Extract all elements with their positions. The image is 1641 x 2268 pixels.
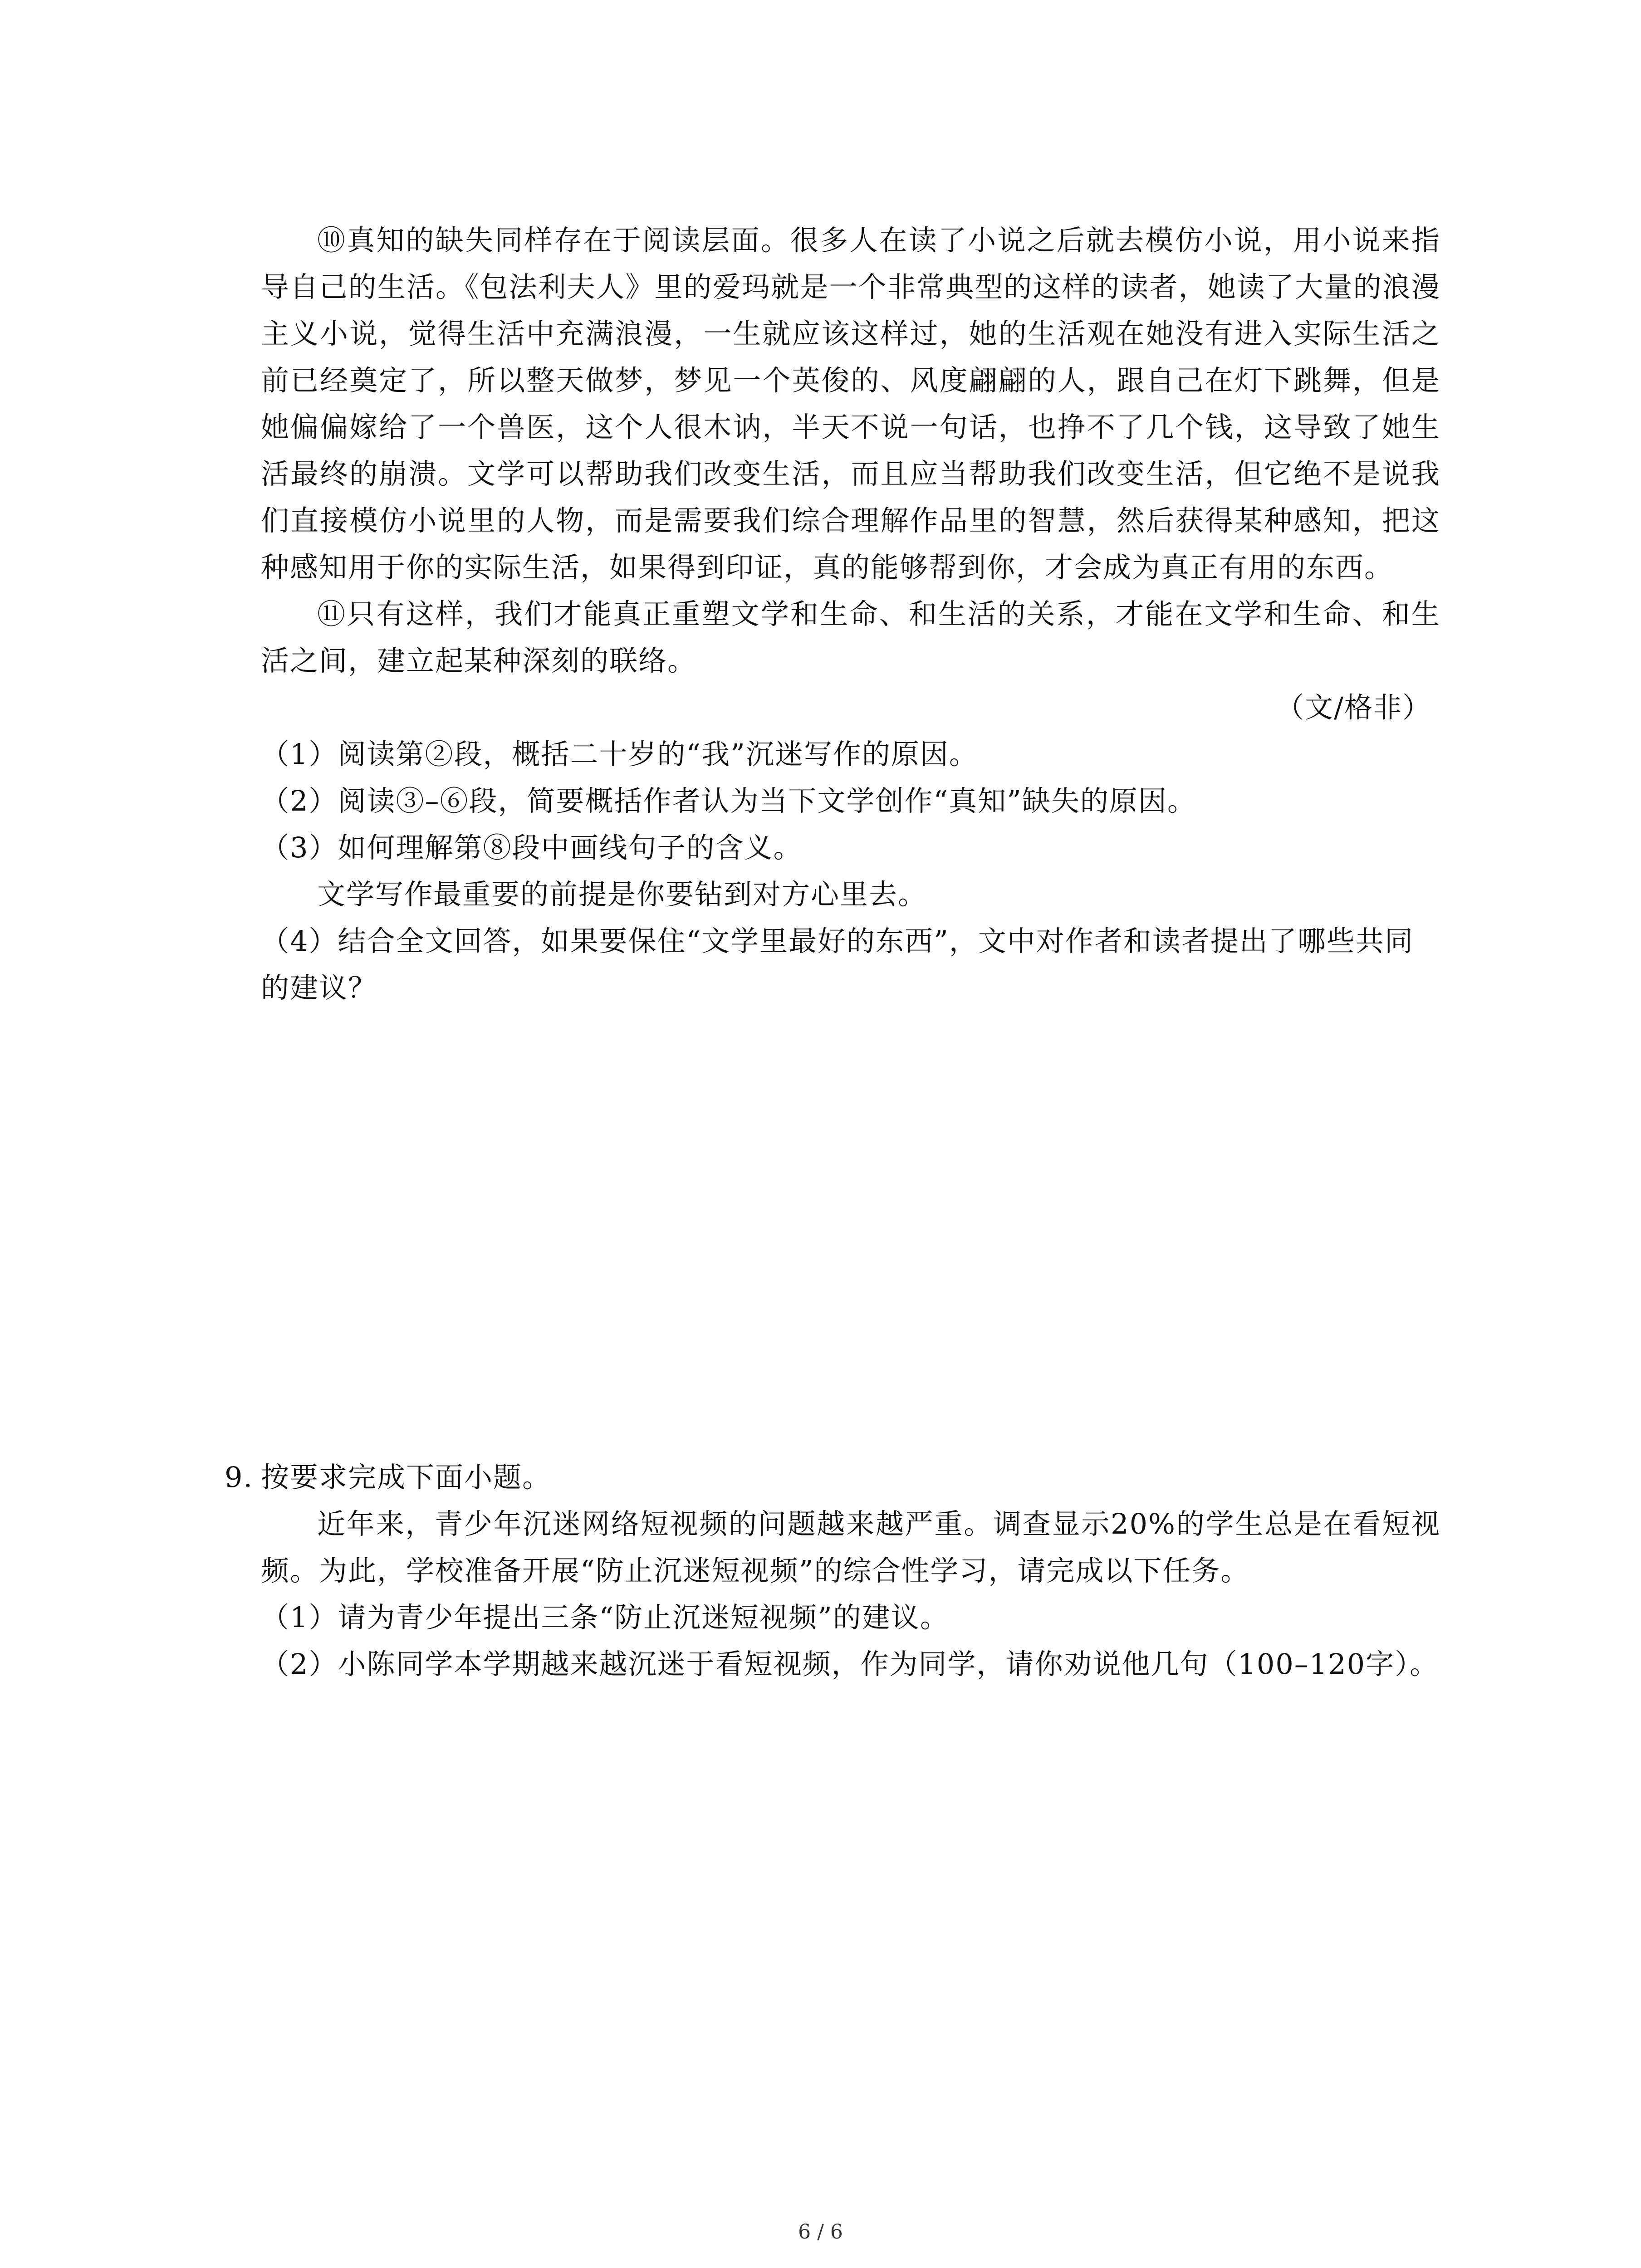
- question-9-number: 9.: [225, 1461, 254, 1494]
- question-3: （3）如何理解第⑧段中画线句子的含义。: [261, 831, 803, 864]
- question-3-quoted-sentence: 文学写作最重要的前提是你要钻到对方心里去。: [317, 878, 927, 911]
- question-4: （4）结合全文回答，如果要保住“文学里最好的东西”，文中对作者和读者提出了哪些共同的建议？: [261, 924, 1414, 1004]
- passage-paragraph-10: ⑩真知的缺失同样存在于阅读层面。很多人在读了小说之后就去模仿小说，用小说来指导自己的生活。《包法利夫人》里的爱玛就是一个非常典型的这样的读者，她读了大量的浪漫主义小说，觉得生活中充满浪漫，一生就应该这样过，她的生活观在她没有进入实际生活之前已经奠定了，所以整天做梦，梦见一个英俊的、风度翩翩的人，跟自己在灯下跳舞，但是她偏偏嫁给了一个兽医，这个人很木讷，半天不说一句话，也挣不了几个钱，这导致了她生活最终的崩溃。文学可以帮助我们改变生活，而且应当帮助我们改变生活，但它绝不是说我们直接模仿小说里的人物，而是需要我们综合理解作品里的智慧，然后获得某种感知，把这种感知用于你的实际生活，如果得到印证，真的能够帮到你，才会成为真正有用的东西。: [261, 224, 1440, 584]
- question-9-intro: 近年来，青少年沉迷网络短视频的问题越来越严重。调查显示20%的学生总是在看短视频。为此，学校准备开展“防止沉迷短视频”的综合性学习，请完成以下任务。: [261, 1507, 1440, 1587]
- question-9-title: 按要求完成下面小题。: [261, 1461, 552, 1494]
- passage-paragraph-11: ⑪只有这样，我们才能真正重塑文学和生命、和生活的关系，才能在文学和生命、和生活之间，建立起某种深刻的联络。: [261, 597, 1440, 677]
- passage-attribution: （文/格非）: [1276, 691, 1431, 724]
- question-9-task-1: （1）请为青少年提出三条“防止沉迷短视频”的建议。: [261, 1601, 949, 1634]
- reading-passage: [261, 217, 1440, 1011]
- question-1: （1）阅读第②段，概括二十岁的“我”沉迷写作的原因。: [261, 738, 978, 771]
- question-9-header: [225, 1454, 1440, 1501]
- question-2: （2）阅读③–⑥段，简要概括作者认为当下文学创作“真知”缺失的原因。: [261, 784, 1196, 817]
- page-number: 6 / 6: [798, 2220, 843, 2244]
- question-9-body: [225, 1501, 1440, 1687]
- question-9: [225, 1454, 1440, 1687]
- question-9-task-2: （2）小陈同学本学期越来越沉迷于看短视频，作为同学，请你劝说他几句（100–120字）。: [261, 1647, 1439, 1681]
